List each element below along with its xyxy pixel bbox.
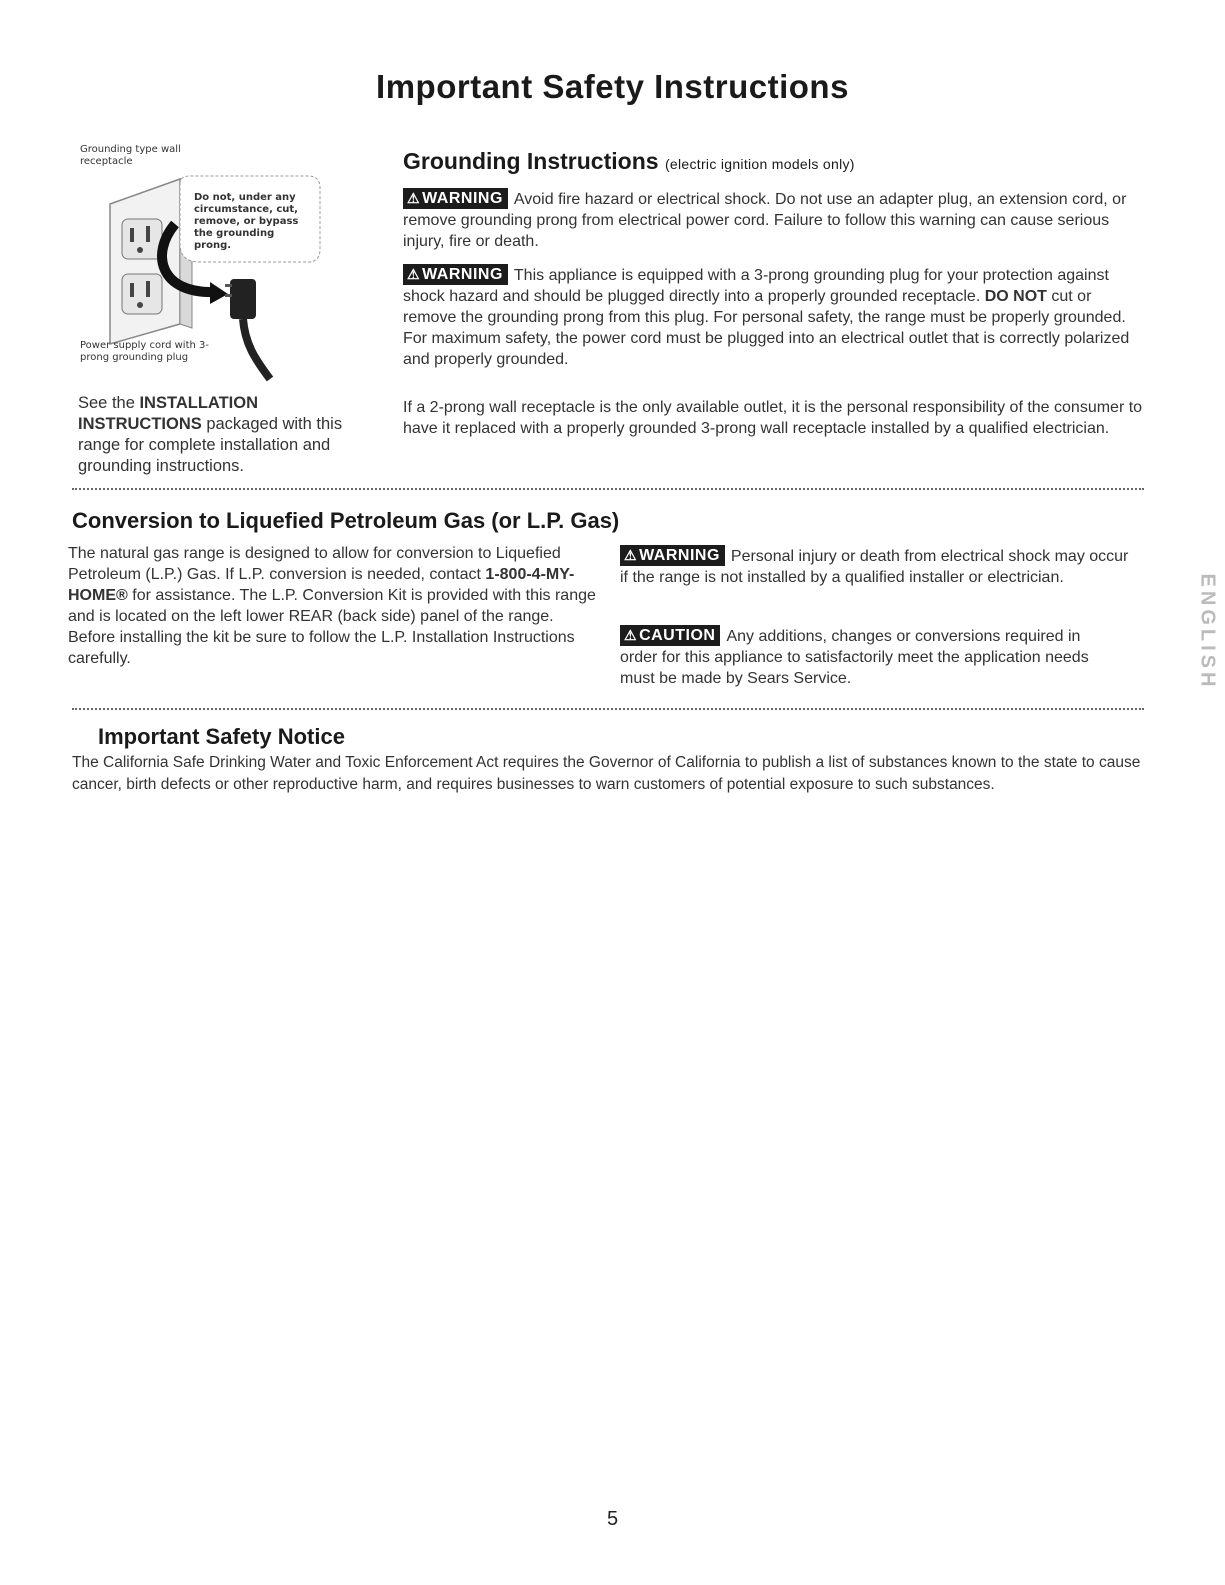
notice-heading: Important Safety Notice (98, 724, 345, 749)
page-title: Important Safety Instructions (376, 68, 849, 105)
figure-callout-text: Do not, under any circumstance, cut, remove, or bypass the grounding prong. (194, 192, 299, 251)
warning-triangle-icon: ⚠ (407, 266, 421, 282)
installation-note (78, 393, 370, 477)
conversion-caution (620, 625, 1120, 689)
figure-label-bottom: Power supply cord with 3-prong grounding plug (80, 340, 209, 363)
conversion-paragraph (68, 543, 596, 669)
warning-badge (403, 264, 508, 285)
grounding-figure (80, 144, 370, 384)
caution-triangle-icon: ⚠ (624, 627, 638, 643)
grounding-warning-2 (403, 264, 1143, 370)
conversion-warning (620, 545, 1135, 588)
installation-note-bold: INSTALLATION INSTRUCTIONS (78, 394, 259, 433)
warning-triangle-icon: ⚠ (624, 547, 638, 563)
installation-note-post: packaged with this range for complete installation and grounding instructions. (78, 415, 343, 475)
notice-text: The California Safe Drinking Water and Toxic Enforcement Act requires the Governor of California to publish a list of substances known to the state to cause cancer, birth defects or other reproductive harm, and requires businesses to warn customers of potential exposure to such substances. (72, 754, 1141, 793)
grounding-warning-1 (403, 188, 1143, 252)
warning-2-bold: DO NOT (984, 288, 1047, 305)
caution-badge (620, 625, 720, 646)
page-number: 5 (606, 1508, 619, 1530)
warning-badge-label: WARNING (422, 266, 503, 283)
conversion-heading: Conversion to Liquefied Petroleum Gas (or L.P. Gas) (72, 508, 620, 533)
grounding-paragraph: If a 2-prong wall receptacle is the only available outlet, it is the personal responsibility of the consumer to have it replaced with a properly grounded 3-prong wall receptacle installed by a qualified electrician. (403, 399, 1143, 437)
warning-badge (620, 545, 725, 566)
installation-note-pre: See the (78, 394, 140, 412)
warning-triangle-icon: ⚠ (407, 190, 421, 206)
warning-1-text: Avoid fire hazard or electrical shock. Do not use an adapter plug, an extension cord, or remove grounding prong from electrical power cord. Failure to follow this warning can cause serious injury, fire or death. (403, 191, 1127, 250)
figure-label-top: Grounding type wall receptacle (80, 144, 181, 167)
language-side-tab (1196, 556, 1218, 708)
conversion-para-post: for assistance. The L.P. Conversion Kit is provided with this range and is located on the left lower REAR (back side) panel of the range. Before installing the kit be sure to follow the L.P. Installation Instructions carefully. (68, 587, 596, 667)
warning-badge-label: WARNING (422, 190, 503, 207)
warning-2-post: cut or remove the grounding prong from this plug. For personal safety, the range must be properly grounded. For maximum safety, the power cord must be plugged into an electrical outlet that is correctly polarized and properly grounded. (403, 288, 1130, 368)
conversion-warning-text: Personal injury or death from electrical shock may occur if the range is not installed by a qualified installer or electrician. (620, 548, 1129, 586)
warning-2-pre: This appliance is equipped with a 3-prong grounding plug for your protection against shock hazard and should be plugged directly into a properly grounded receptacle. (403, 267, 1109, 305)
section-divider (72, 488, 1144, 490)
caution-badge-label: CAUTION (639, 627, 716, 644)
warning-badge (403, 188, 508, 209)
grounding-heading-text: Grounding Instructions (403, 148, 659, 174)
warning-badge-label: WARNING (639, 547, 720, 564)
grounding-heading (403, 148, 855, 175)
conversion-phone: 1-800-4-MY-HOME® (68, 566, 575, 604)
conversion-caution-text: Any additions, changes or conversions required in order for this appliance to satisfactorily meet the application needs must be made by Sears Service. (620, 628, 1089, 687)
grounding-heading-sub: (electric ignition models only) (664, 156, 855, 172)
conversion-para-pre: The natural gas range is designed to allow for conversion to Liquefied Petroleum (L.P.) Gas. If L.P. conversion is needed, contact (68, 545, 561, 583)
language-side-tab-text: ENGLISH (1196, 573, 1219, 691)
section-divider (72, 708, 1144, 710)
